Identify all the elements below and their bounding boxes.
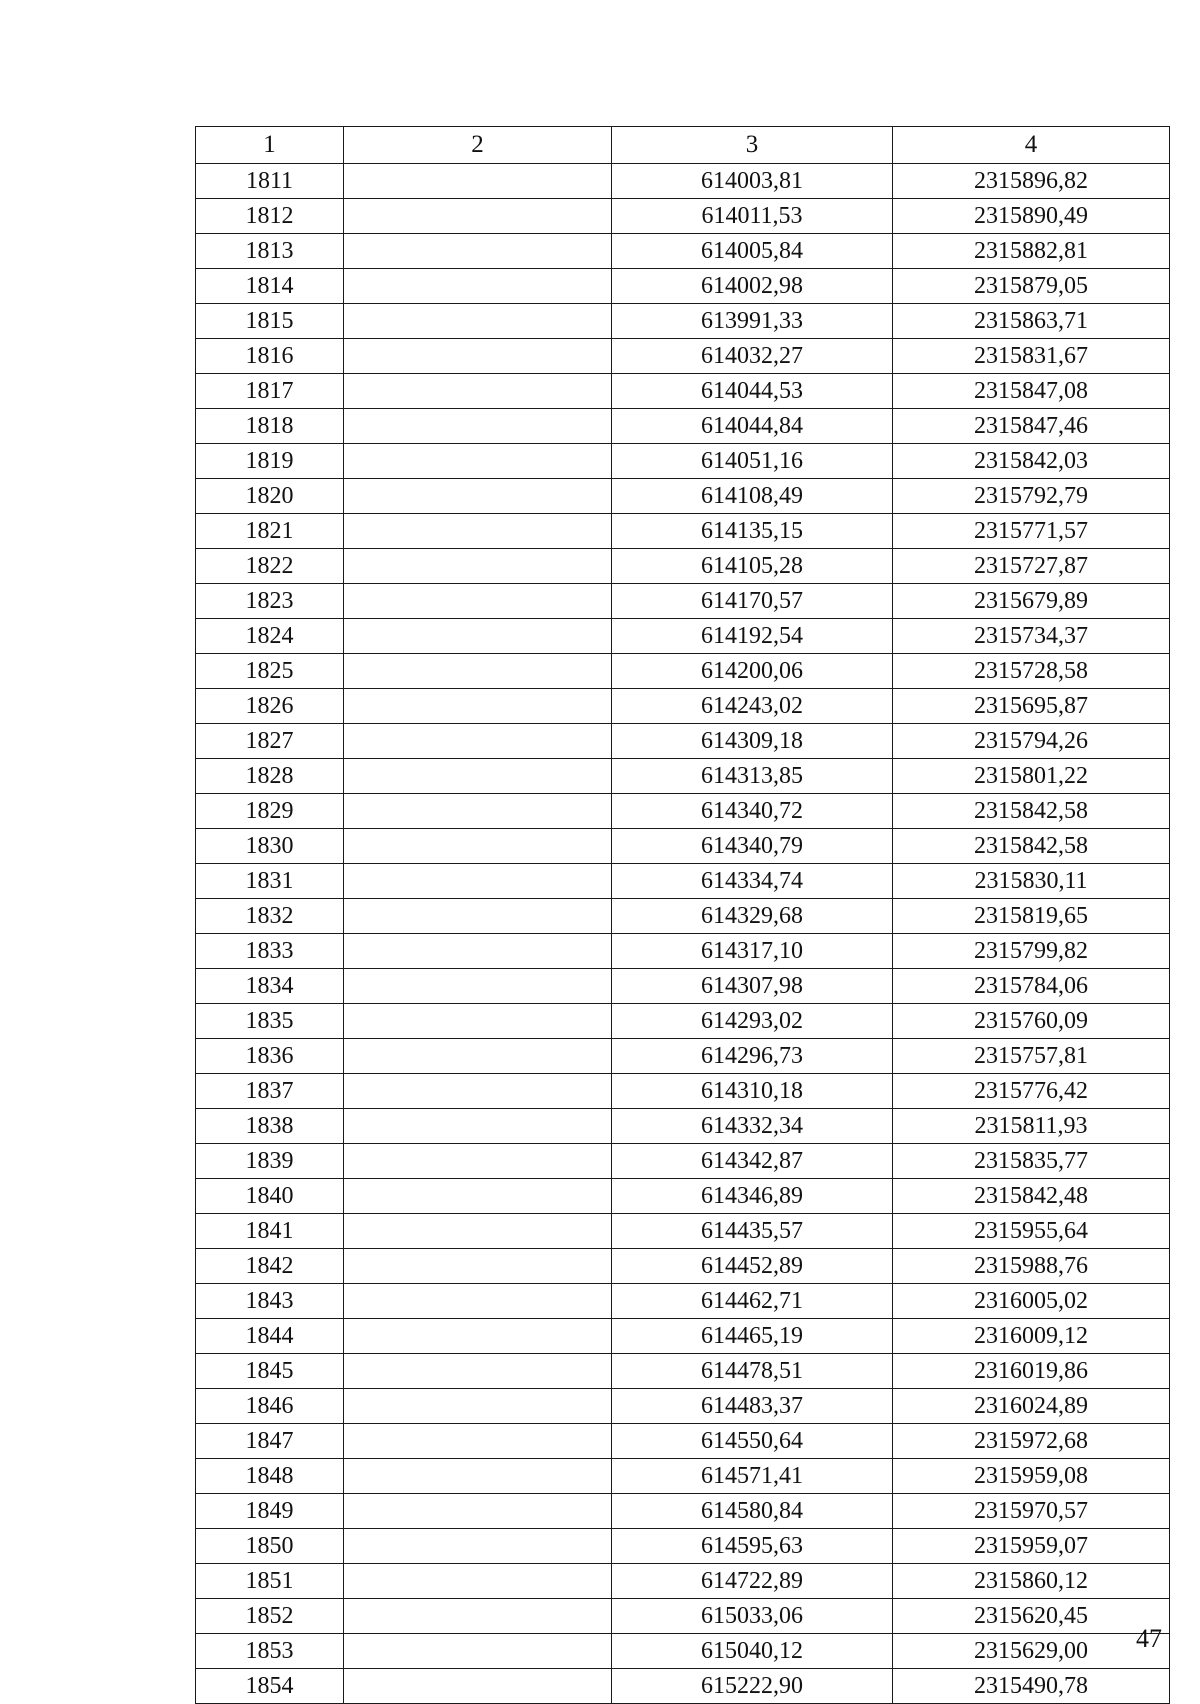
y-coordinate-cell: 2315896,82 xyxy=(893,164,1170,199)
x-coordinate-cell: 614462,71 xyxy=(612,1284,893,1319)
x-coordinate-cell: 614435,57 xyxy=(612,1214,893,1249)
point-number-cell: 1842 xyxy=(196,1249,344,1284)
point-number-cell: 1836 xyxy=(196,1039,344,1074)
y-coordinate-cell: 2315890,49 xyxy=(893,199,1170,234)
x-coordinate-cell: 614550,64 xyxy=(612,1424,893,1459)
table-row xyxy=(196,1529,1170,1564)
empty-cell xyxy=(344,164,612,199)
x-coordinate-cell: 614483,37 xyxy=(612,1389,893,1424)
point-number-cell: 1849 xyxy=(196,1494,344,1529)
y-coordinate-cell: 2315835,77 xyxy=(893,1144,1170,1179)
table-row xyxy=(196,759,1170,794)
y-coordinate-cell: 2315972,68 xyxy=(893,1424,1170,1459)
x-coordinate-cell: 614340,79 xyxy=(612,829,893,864)
table-row xyxy=(196,549,1170,584)
y-coordinate-cell: 2315831,67 xyxy=(893,339,1170,374)
y-coordinate-cell: 2315882,81 xyxy=(893,234,1170,269)
point-number-cell: 1847 xyxy=(196,1424,344,1459)
point-number-cell: 1814 xyxy=(196,269,344,304)
point-number-cell: 1837 xyxy=(196,1074,344,1109)
table-row xyxy=(196,1634,1170,1669)
y-coordinate-cell: 2315842,03 xyxy=(893,444,1170,479)
empty-cell xyxy=(344,969,612,1004)
point-number-cell: 1844 xyxy=(196,1319,344,1354)
x-coordinate-cell: 615040,12 xyxy=(612,1634,893,1669)
point-number-cell: 1834 xyxy=(196,969,344,1004)
table-row xyxy=(196,269,1170,304)
y-coordinate-cell: 2315842,58 xyxy=(893,794,1170,829)
empty-cell xyxy=(344,689,612,724)
point-number-cell: 1816 xyxy=(196,339,344,374)
x-coordinate-cell: 614452,89 xyxy=(612,1249,893,1284)
y-coordinate-cell: 2315842,48 xyxy=(893,1179,1170,1214)
table-row xyxy=(196,829,1170,864)
table-row xyxy=(196,1319,1170,1354)
table-row xyxy=(196,1284,1170,1319)
empty-cell xyxy=(344,1389,612,1424)
y-coordinate-cell: 2315792,79 xyxy=(893,479,1170,514)
x-coordinate-cell: 614108,49 xyxy=(612,479,893,514)
point-number-cell: 1848 xyxy=(196,1459,344,1494)
y-coordinate-cell: 2315847,08 xyxy=(893,374,1170,409)
column-header-4: 4 xyxy=(893,127,1170,164)
table-row xyxy=(196,934,1170,969)
point-number-cell: 1824 xyxy=(196,619,344,654)
table-row xyxy=(196,584,1170,619)
empty-cell xyxy=(344,654,612,689)
x-coordinate-cell: 614307,98 xyxy=(612,969,893,1004)
page-number: 47 xyxy=(1136,1624,1162,1653)
point-number-cell: 1854 xyxy=(196,1669,344,1704)
table-row xyxy=(196,374,1170,409)
table-row xyxy=(196,1389,1170,1424)
empty-cell xyxy=(344,1529,612,1564)
point-number-cell: 1813 xyxy=(196,234,344,269)
point-number-cell: 1827 xyxy=(196,724,344,759)
empty-cell xyxy=(344,1284,612,1319)
point-number-cell: 1815 xyxy=(196,304,344,339)
table-row xyxy=(196,969,1170,1004)
point-number-cell: 1823 xyxy=(196,584,344,619)
y-coordinate-cell: 2315879,05 xyxy=(893,269,1170,304)
empty-cell xyxy=(344,619,612,654)
x-coordinate-cell: 614571,41 xyxy=(612,1459,893,1494)
table-row xyxy=(196,1004,1170,1039)
table-row xyxy=(196,1214,1170,1249)
y-coordinate-cell: 2315695,87 xyxy=(893,689,1170,724)
empty-cell xyxy=(344,549,612,584)
table-row xyxy=(196,1144,1170,1179)
empty-cell xyxy=(344,479,612,514)
y-coordinate-cell: 2315811,93 xyxy=(893,1109,1170,1144)
x-coordinate-cell: 614329,68 xyxy=(612,899,893,934)
x-coordinate-cell: 614005,84 xyxy=(612,234,893,269)
point-number-cell: 1826 xyxy=(196,689,344,724)
point-number-cell: 1851 xyxy=(196,1564,344,1599)
empty-cell xyxy=(344,934,612,969)
point-number-cell: 1811 xyxy=(196,164,344,199)
empty-cell xyxy=(344,409,612,444)
x-coordinate-cell: 615222,90 xyxy=(612,1669,893,1704)
point-number-cell: 1843 xyxy=(196,1284,344,1319)
y-coordinate-cell: 2315620,45 xyxy=(893,1599,1170,1634)
x-coordinate-cell: 614346,89 xyxy=(612,1179,893,1214)
point-number-cell: 1853 xyxy=(196,1634,344,1669)
empty-cell xyxy=(344,269,612,304)
x-coordinate-cell: 614296,73 xyxy=(612,1039,893,1074)
empty-cell xyxy=(344,1669,612,1704)
point-number-cell: 1835 xyxy=(196,1004,344,1039)
table-row xyxy=(196,899,1170,934)
empty-cell xyxy=(344,1039,612,1074)
x-coordinate-cell: 614317,10 xyxy=(612,934,893,969)
y-coordinate-cell: 2315863,71 xyxy=(893,304,1170,339)
y-coordinate-cell: 2316009,12 xyxy=(893,1319,1170,1354)
table-row xyxy=(196,1039,1170,1074)
empty-cell xyxy=(344,864,612,899)
x-coordinate-cell: 614170,57 xyxy=(612,584,893,619)
x-coordinate-cell: 614243,02 xyxy=(612,689,893,724)
point-number-cell: 1812 xyxy=(196,199,344,234)
y-coordinate-cell: 2315734,37 xyxy=(893,619,1170,654)
table-row xyxy=(196,1179,1170,1214)
x-coordinate-cell: 614044,84 xyxy=(612,409,893,444)
table-row xyxy=(196,514,1170,549)
point-number-cell: 1839 xyxy=(196,1144,344,1179)
table-row xyxy=(196,234,1170,269)
y-coordinate-cell: 2315955,64 xyxy=(893,1214,1170,1249)
empty-cell xyxy=(344,1459,612,1494)
column-header-2: 2 xyxy=(344,127,612,164)
y-coordinate-cell: 2315847,46 xyxy=(893,409,1170,444)
empty-cell xyxy=(344,374,612,409)
empty-cell xyxy=(344,1214,612,1249)
x-coordinate-cell: 614310,18 xyxy=(612,1074,893,1109)
x-coordinate-cell: 614342,87 xyxy=(612,1144,893,1179)
point-number-cell: 1829 xyxy=(196,794,344,829)
empty-cell xyxy=(344,1249,612,1284)
empty-cell xyxy=(344,794,612,829)
table-row xyxy=(196,199,1170,234)
point-number-cell: 1830 xyxy=(196,829,344,864)
x-coordinate-cell: 614192,54 xyxy=(612,619,893,654)
table-row xyxy=(196,1074,1170,1109)
x-coordinate-cell: 614002,98 xyxy=(612,269,893,304)
table-row xyxy=(196,1669,1170,1704)
y-coordinate-cell: 2315959,07 xyxy=(893,1529,1170,1564)
table-row xyxy=(196,409,1170,444)
y-coordinate-cell: 2315776,42 xyxy=(893,1074,1170,1109)
x-coordinate-cell: 614595,63 xyxy=(612,1529,893,1564)
y-coordinate-cell: 2315728,58 xyxy=(893,654,1170,689)
point-number-cell: 1820 xyxy=(196,479,344,514)
y-coordinate-cell: 2316024,89 xyxy=(893,1389,1170,1424)
x-coordinate-cell: 614051,16 xyxy=(612,444,893,479)
table-row xyxy=(196,654,1170,689)
point-number-cell: 1819 xyxy=(196,444,344,479)
y-coordinate-cell: 2315760,09 xyxy=(893,1004,1170,1039)
table-row xyxy=(196,1424,1170,1459)
y-coordinate-cell: 2316019,86 xyxy=(893,1354,1170,1389)
table-row xyxy=(196,1459,1170,1494)
table-row xyxy=(196,619,1170,654)
y-coordinate-cell: 2315860,12 xyxy=(893,1564,1170,1599)
point-number-cell: 1821 xyxy=(196,514,344,549)
point-number-cell: 1831 xyxy=(196,864,344,899)
table-row xyxy=(196,1109,1170,1144)
empty-cell xyxy=(344,339,612,374)
empty-cell xyxy=(344,514,612,549)
y-coordinate-cell: 2315629,00 xyxy=(893,1634,1170,1669)
table-body xyxy=(196,164,1170,1704)
table-row xyxy=(196,1494,1170,1529)
empty-cell xyxy=(344,444,612,479)
empty-cell xyxy=(344,199,612,234)
point-number-cell: 1818 xyxy=(196,409,344,444)
empty-cell xyxy=(344,1424,612,1459)
table-row xyxy=(196,724,1170,759)
x-coordinate-cell: 614044,53 xyxy=(612,374,893,409)
x-coordinate-cell: 614032,27 xyxy=(612,339,893,374)
y-coordinate-cell: 2315784,06 xyxy=(893,969,1170,1004)
x-coordinate-cell: 614478,51 xyxy=(612,1354,893,1389)
y-coordinate-cell: 2315771,57 xyxy=(893,514,1170,549)
empty-cell xyxy=(344,1109,612,1144)
point-number-cell: 1817 xyxy=(196,374,344,409)
empty-cell xyxy=(344,1004,612,1039)
y-coordinate-cell: 2315727,87 xyxy=(893,549,1170,584)
table-row xyxy=(196,864,1170,899)
point-number-cell: 1838 xyxy=(196,1109,344,1144)
column-header-1: 1 xyxy=(196,127,344,164)
x-coordinate-cell: 614105,28 xyxy=(612,549,893,584)
x-coordinate-cell: 614135,15 xyxy=(612,514,893,549)
y-coordinate-cell: 2315757,81 xyxy=(893,1039,1170,1074)
y-coordinate-cell: 2315970,57 xyxy=(893,1494,1170,1529)
y-coordinate-cell: 2315819,65 xyxy=(893,899,1170,934)
point-number-cell: 1850 xyxy=(196,1529,344,1564)
table-row xyxy=(196,1564,1170,1599)
point-number-cell: 1846 xyxy=(196,1389,344,1424)
x-coordinate-cell: 614293,02 xyxy=(612,1004,893,1039)
table-row xyxy=(196,339,1170,374)
empty-cell xyxy=(344,899,612,934)
x-coordinate-cell: 614340,72 xyxy=(612,794,893,829)
point-number-cell: 1825 xyxy=(196,654,344,689)
empty-cell xyxy=(344,1354,612,1389)
x-coordinate-cell: 614334,74 xyxy=(612,864,893,899)
y-coordinate-cell: 2315842,58 xyxy=(893,829,1170,864)
x-coordinate-cell: 614003,81 xyxy=(612,164,893,199)
table-row xyxy=(196,1354,1170,1389)
x-coordinate-cell: 614332,34 xyxy=(612,1109,893,1144)
y-coordinate-cell: 2315959,08 xyxy=(893,1459,1170,1494)
x-coordinate-cell: 614011,53 xyxy=(612,199,893,234)
y-coordinate-cell: 2316005,02 xyxy=(893,1284,1170,1319)
column-header-3: 3 xyxy=(612,127,893,164)
point-number-cell: 1840 xyxy=(196,1179,344,1214)
point-number-cell: 1845 xyxy=(196,1354,344,1389)
empty-cell xyxy=(344,1179,612,1214)
empty-cell xyxy=(344,584,612,619)
x-coordinate-cell: 614722,89 xyxy=(612,1564,893,1599)
point-number-cell: 1833 xyxy=(196,934,344,969)
empty-cell xyxy=(344,1634,612,1669)
y-coordinate-cell: 2315799,82 xyxy=(893,934,1170,969)
point-number-cell: 1832 xyxy=(196,899,344,934)
empty-cell xyxy=(344,234,612,269)
x-coordinate-cell: 614580,84 xyxy=(612,1494,893,1529)
empty-cell xyxy=(344,1494,612,1529)
table-row xyxy=(196,689,1170,724)
table-row xyxy=(196,304,1170,339)
table-row xyxy=(196,1599,1170,1634)
y-coordinate-cell: 2315679,89 xyxy=(893,584,1170,619)
empty-cell xyxy=(344,304,612,339)
point-number-cell: 1852 xyxy=(196,1599,344,1634)
point-number-cell: 1828 xyxy=(196,759,344,794)
empty-cell xyxy=(344,829,612,864)
table-row xyxy=(196,444,1170,479)
x-coordinate-cell: 614313,85 xyxy=(612,759,893,794)
table-row xyxy=(196,164,1170,199)
point-number-cell: 1822 xyxy=(196,549,344,584)
empty-cell xyxy=(344,1599,612,1634)
x-coordinate-cell: 614309,18 xyxy=(612,724,893,759)
empty-cell xyxy=(344,1319,612,1354)
point-number-cell: 1841 xyxy=(196,1214,344,1249)
table-header xyxy=(196,127,1170,164)
coordinates-table xyxy=(195,126,1170,1704)
y-coordinate-cell: 2315988,76 xyxy=(893,1249,1170,1284)
table-row xyxy=(196,1249,1170,1284)
table-row xyxy=(196,479,1170,514)
y-coordinate-cell: 2315490,78 xyxy=(893,1669,1170,1704)
y-coordinate-cell: 2315830,11 xyxy=(893,864,1170,899)
empty-cell xyxy=(344,1144,612,1179)
header-row xyxy=(196,127,1170,164)
empty-cell xyxy=(344,759,612,794)
x-coordinate-cell: 614200,06 xyxy=(612,654,893,689)
x-coordinate-cell: 613991,33 xyxy=(612,304,893,339)
empty-cell xyxy=(344,1564,612,1599)
y-coordinate-cell: 2315801,22 xyxy=(893,759,1170,794)
x-coordinate-cell: 614465,19 xyxy=(612,1319,893,1354)
x-coordinate-cell: 615033,06 xyxy=(612,1599,893,1634)
empty-cell xyxy=(344,1074,612,1109)
table-row xyxy=(196,794,1170,829)
empty-cell xyxy=(344,724,612,759)
y-coordinate-cell: 2315794,26 xyxy=(893,724,1170,759)
